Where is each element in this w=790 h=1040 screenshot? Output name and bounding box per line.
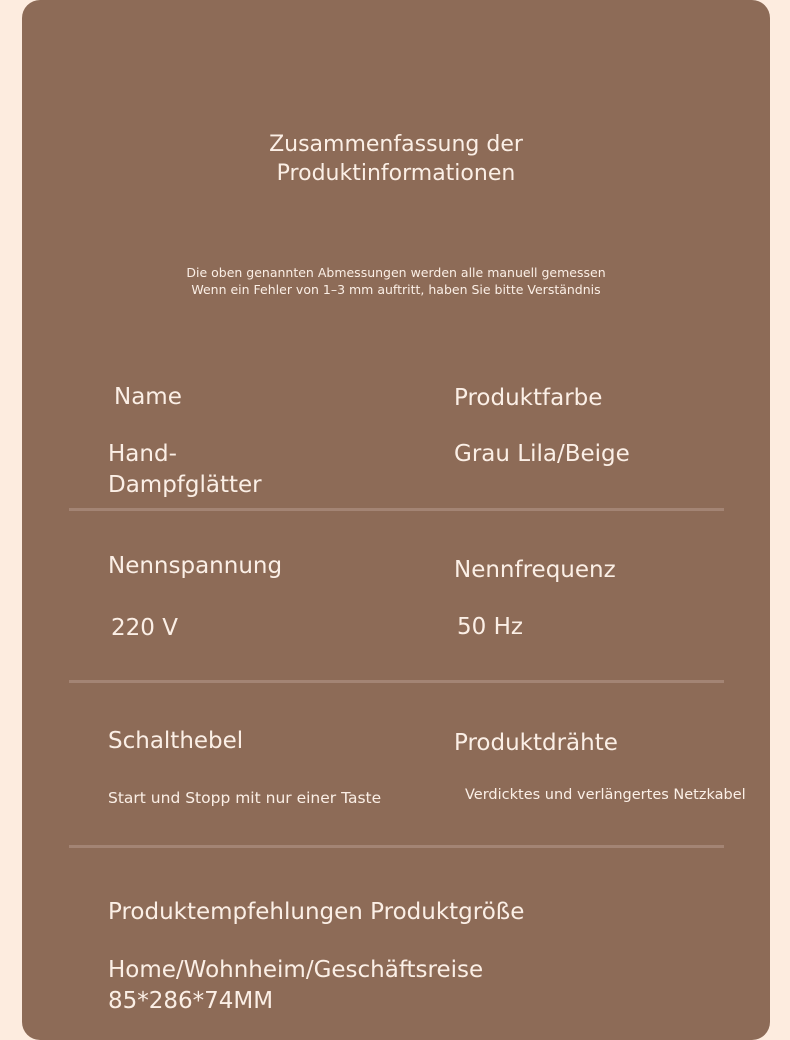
switch-label: Schalthebel [108, 728, 244, 754]
page-title [22, 130, 770, 188]
title-line-1: Zusammenfassung der [269, 132, 523, 157]
recommend-value: Home/Wohnheim/Geschäftsreise 85*286*74MM [108, 957, 484, 1014]
row-divider [69, 508, 724, 511]
recommend-label: Produktempfehlungen Produktgröße [108, 899, 525, 925]
row-divider [69, 680, 724, 683]
voltage-value: 220 V [111, 615, 178, 641]
name-label: Name [114, 384, 182, 410]
color-label: Produktfarbe [454, 385, 603, 411]
name-value: Hand-Dampfglätter [108, 441, 262, 498]
wires-value: Verdicktes und verlängertes Netzkabel [465, 787, 746, 803]
title-line-2: Produktinformationen [276, 161, 516, 186]
color-value: Grau Lila/Beige [454, 441, 630, 467]
frequency-value: 50 Hz [457, 614, 523, 640]
measurement-note: Die oben genannten Abmessungen werden alle manuell gemessen Wenn ein Fehler von 1–3 mm auftritt, haben Sie bitte Verständnis [186, 265, 606, 297]
voltage-label: Nennspannung [108, 553, 283, 579]
row-divider [69, 845, 724, 848]
switch-value: Start und Stopp mit nur einer Taste [108, 789, 382, 807]
product-info-card [22, 0, 770, 1040]
wires-label: Produktdrähte [454, 730, 618, 756]
frequency-label: Nennfrequenz [454, 557, 616, 583]
